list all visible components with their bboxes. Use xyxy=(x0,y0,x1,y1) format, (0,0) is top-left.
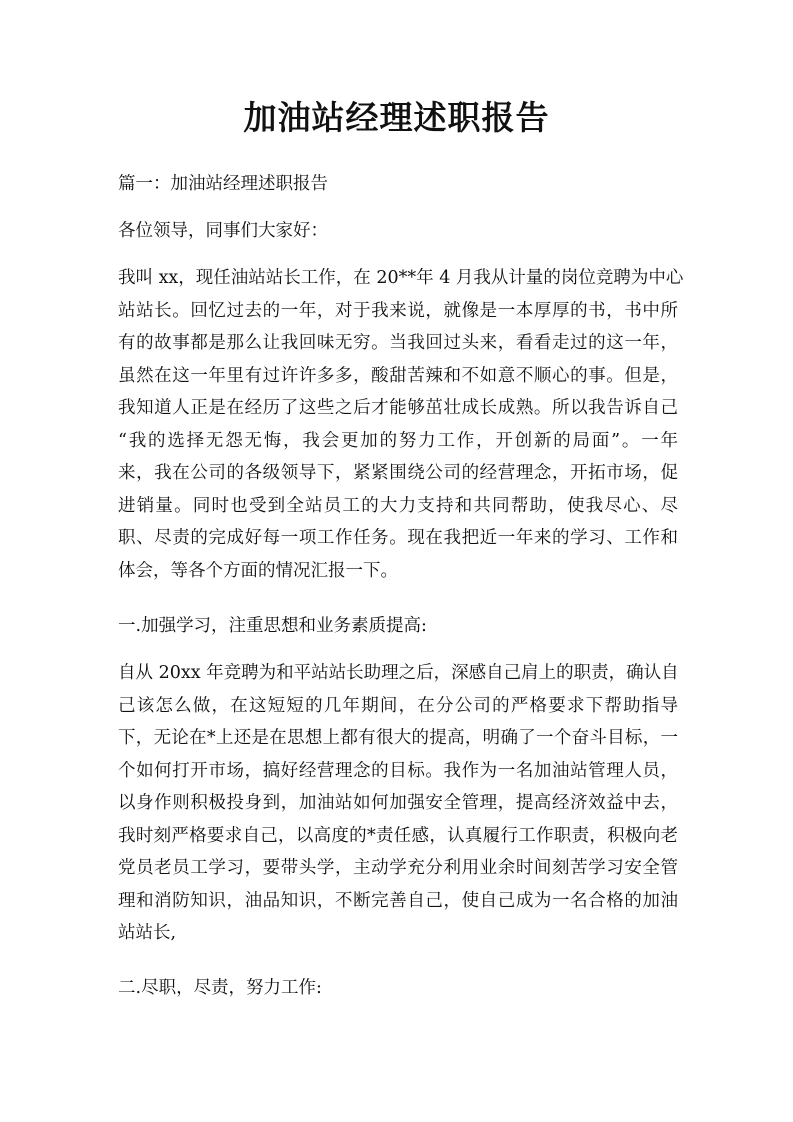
paragraph-line: 篇一：加油站经理述职报告 xyxy=(118,174,328,194)
paragraph-line: 体会，等各个方面的情况汇报一下。 xyxy=(118,560,398,581)
paragraph-line: 党员老员工学习，要带头学，主动学充分利用业余时间刻苦学习安全管 xyxy=(118,858,678,878)
paragraph-line: 站站长, xyxy=(118,923,177,943)
paragraph-line: 来，我在公司的各级领导下，紧紧围绕公司的经营理念，开拓市场，促 xyxy=(118,463,678,483)
paragraph-line: 站站长。回忆过去的一年，对于我来说，就像是一本厚厚的书，书中所 xyxy=(118,300,678,321)
paragraph-line: 进销量。同时也受到全站员工的大力支持和共同帮助，使我尽心、尽 xyxy=(118,495,678,516)
paragraph-line: 我时刻严格要求自己，以高度的*责任感，认真履行工作职责，积极向老 xyxy=(118,825,678,846)
subtitle-paragraph xyxy=(118,168,678,201)
paragraph-line: 二.尽职，尽责，努力工作: xyxy=(118,978,322,998)
paragraph-line: 理和消防知识，油品知识，不断完善自己，使自己成为一名合格的加油 xyxy=(118,890,678,911)
section-body-1 xyxy=(118,657,678,950)
greeting-paragraph xyxy=(118,215,678,248)
paragraph-line: 自从 20xx 年竞聘为和平站站长助理之后，深感自己肩上的职责，确认自 xyxy=(118,663,679,683)
paragraph-line: 有的故事都是那么让我回味无穷。当我回过头来，看看走过的这一年， xyxy=(118,333,678,353)
paragraph-line: “我的选择无怨无悔，我会更加的努力工作，开创新的局面”。一年 xyxy=(118,430,678,451)
section-heading-1 xyxy=(118,610,678,643)
paragraph-line: 以身作则积极投身到，加油站如何加强安全管理，提高经济效益中去， xyxy=(118,793,678,813)
paragraph-line: 我知道人正是在经历了这些之后才能够茁壮成长成熟。所以我告诉自己 xyxy=(118,398,678,418)
paragraph-line: 下，无论在*上还是在思想上都有很大的提高，明确了一个奋斗目标，一 xyxy=(118,728,678,748)
paragraph-line: 我叫 xx，现任油站站长工作，在 20**年 4 月我从计量的岗位竞聘为中心 xyxy=(118,268,684,288)
document-title: 加油站经理述职报告 xyxy=(243,98,550,137)
paragraph-line: 职、尽责的完成好每一项工作任务。现在我把近一年来的学习、工作和 xyxy=(118,528,678,548)
paragraph-line: 己该怎么做，在这短短的几年期间，在分公司的严格要求下帮助指导 xyxy=(118,695,678,716)
paragraph-line: 一.加强学习，注重思想和业务素质提高: xyxy=(118,616,427,636)
paragraph-line: 虽然在这一年里有过许许多多，酸甜苦辣和不如意不顺心的事。但是， xyxy=(118,365,678,386)
section-heading-2 xyxy=(118,972,678,1005)
intro-paragraph xyxy=(118,262,684,587)
paragraph-line: 个如何打开市场，搞好经营理念的目标。我作为一名加油站管理人员， xyxy=(118,760,678,781)
paragraph-line: 各位领导，同事们大家好： xyxy=(118,221,328,241)
